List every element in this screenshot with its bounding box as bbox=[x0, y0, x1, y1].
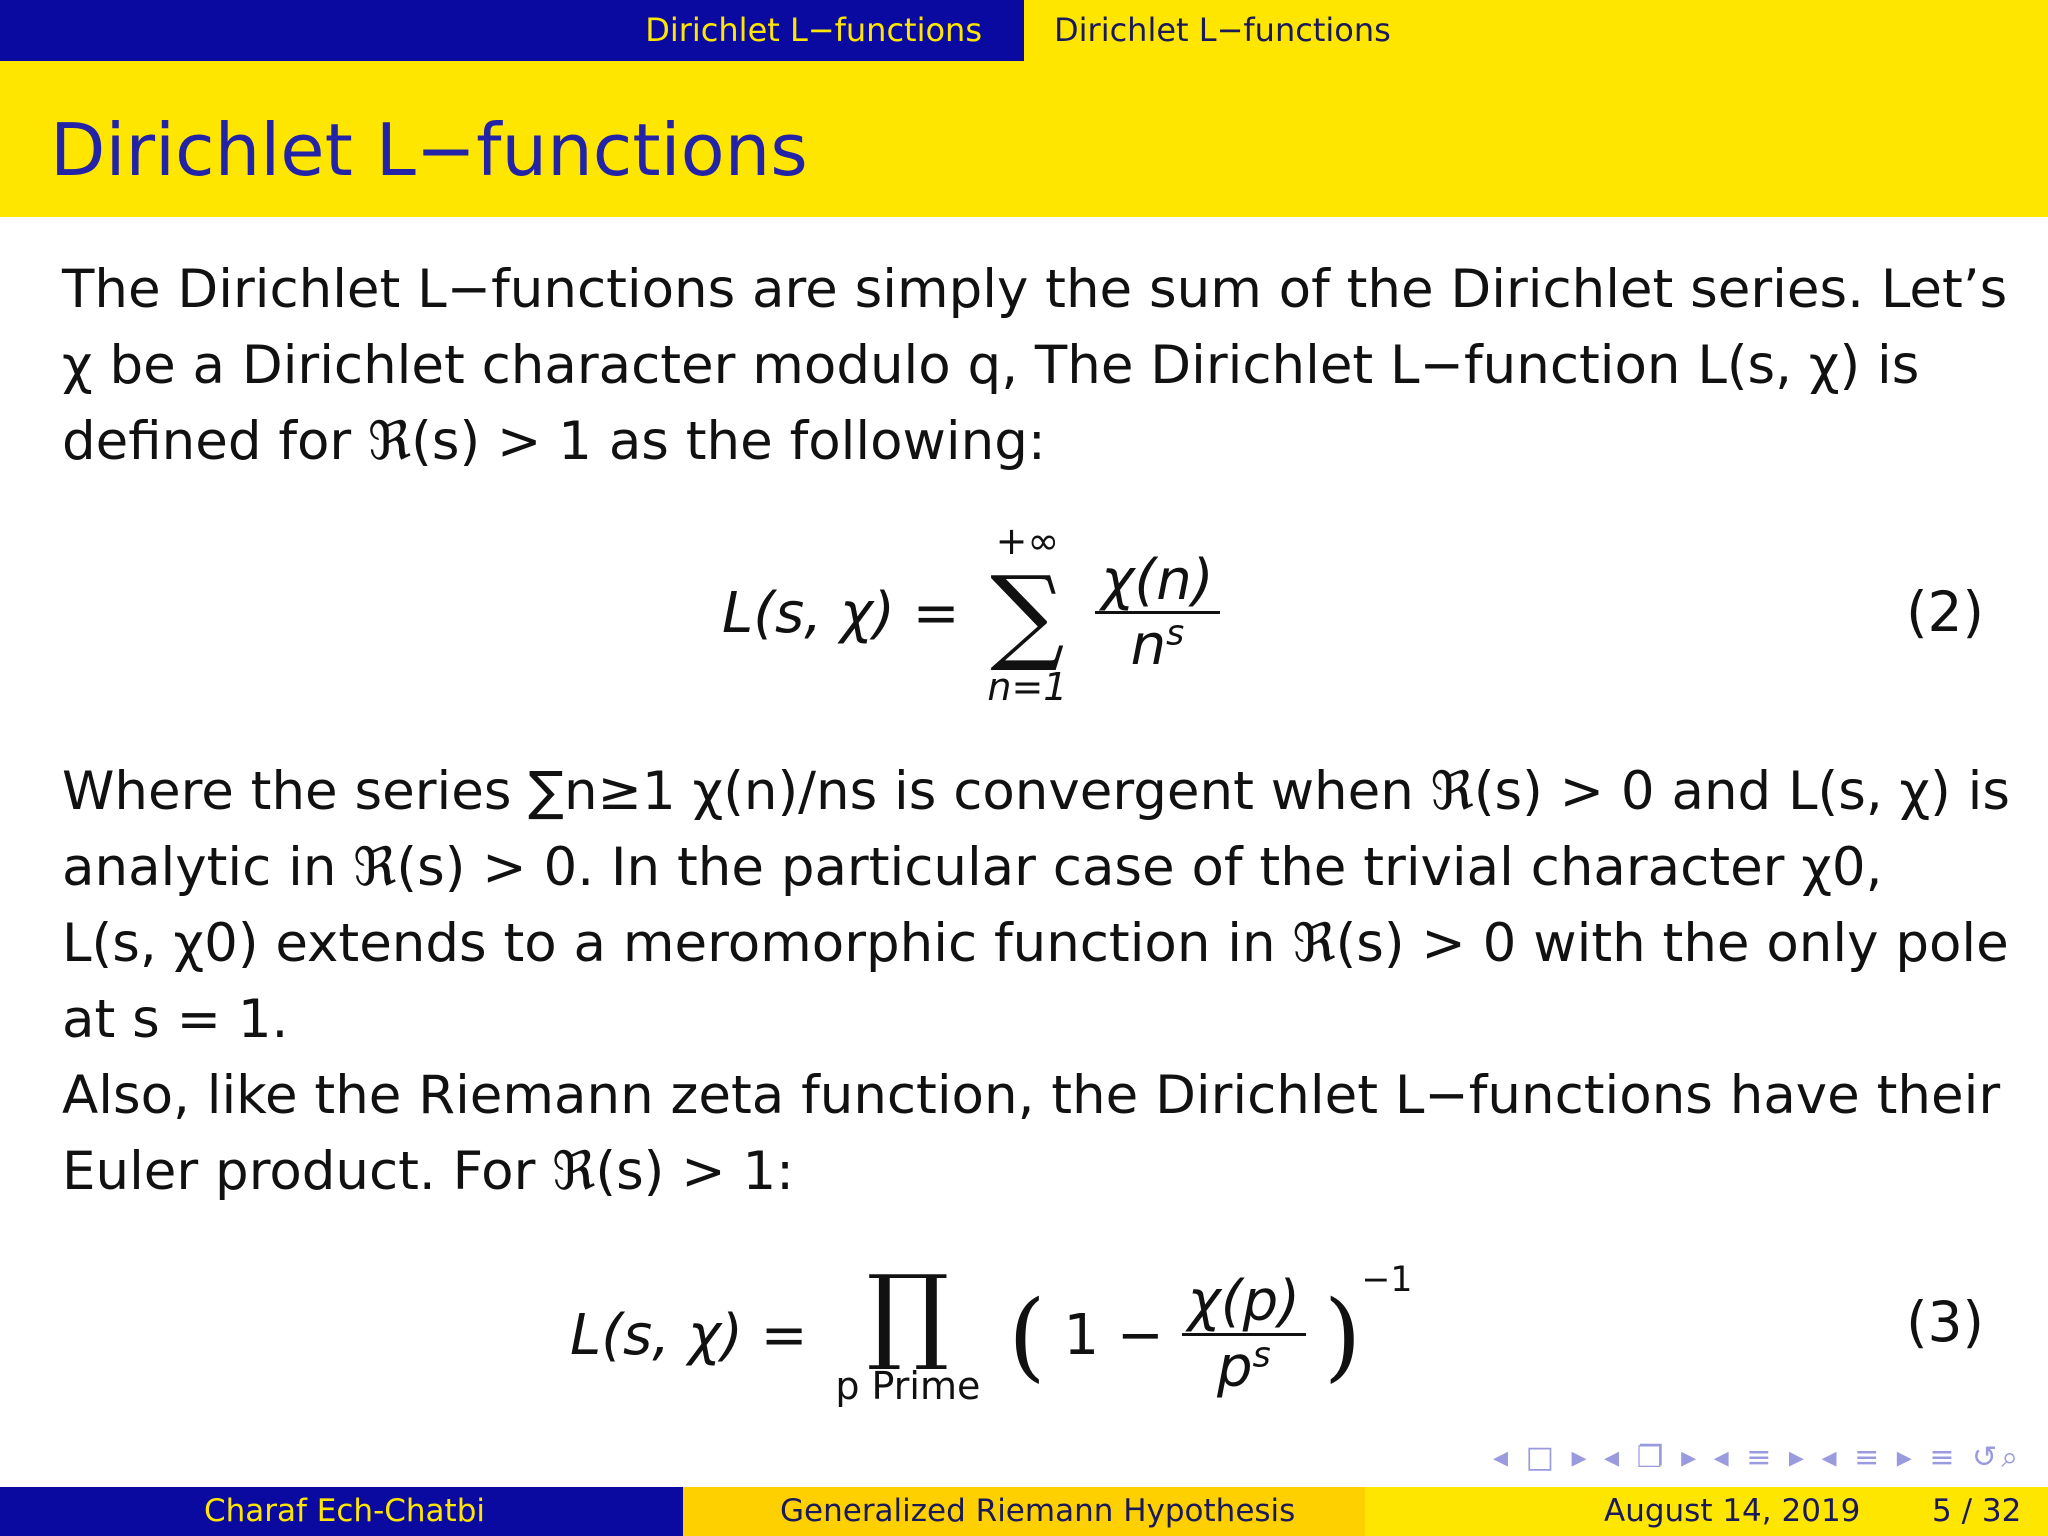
equation-number: (3) bbox=[1906, 1290, 1984, 1354]
product bbox=[835, 1251, 981, 1409]
summation bbox=[987, 518, 1067, 710]
sum-symbol: ∑ bbox=[990, 553, 1065, 675]
left-paren: ( bbox=[1008, 1279, 1046, 1392]
footer-page-number: 5 / 32 bbox=[1932, 1493, 2022, 1529]
fraction-denominator: $n^s$ bbox=[1130, 613, 1185, 679]
fraction bbox=[1182, 1271, 1306, 1400]
sum-upper-limit: +∞ bbox=[995, 519, 1060, 563]
body-line: analytic in ℜ(s) > 0. In the particular case of the trivial character χ0, bbox=[62, 837, 1883, 898]
navigation-symbols[interactable]: ◂ □ ▸ ◂ ❐ ▸ ◂ ≡ ▸ ◂ ≡ ▸ ≡ ↺⌕ bbox=[1492, 1440, 2022, 1475]
fraction-numerator: χ(p) bbox=[1182, 1271, 1306, 1336]
product-symbol: ∏ bbox=[866, 1251, 950, 1374]
sum-lower-limit: n=1 bbox=[987, 665, 1068, 709]
fraction-denominator: $p^s$ bbox=[1217, 1334, 1271, 1400]
equation-lhs: L(s, χ) = bbox=[722, 581, 960, 646]
nav-subsection-current[interactable]: Dirichlet L−functions bbox=[1054, 11, 1391, 49]
one-minus: 1 − bbox=[1063, 1302, 1164, 1368]
equation-number: (2) bbox=[1906, 580, 1984, 644]
body-line: at s = 1. bbox=[62, 989, 289, 1050]
frame-title: Dirichlet L−functions bbox=[50, 108, 808, 192]
fraction-numerator: χ(n) bbox=[1095, 550, 1219, 615]
footer-date: August 14, 2019 bbox=[1604, 1493, 1861, 1529]
right-paren: ) bbox=[1323, 1279, 1362, 1392]
equation-2 bbox=[722, 518, 1220, 710]
body-line: Where the series ∑n≥1 χ(n)/ns is convergent when ℜ(s) > 0 and L(s, χ) is bbox=[62, 761, 2011, 822]
body-line: Also, like the Riemann zeta function, the Dirichlet L−functions have their bbox=[62, 1065, 2001, 1126]
body-line: defined for ℜ(s) > 1 as the following: bbox=[62, 411, 1046, 472]
body-line: Euler product. For ℜ(s) > 1: bbox=[62, 1141, 795, 1202]
footer-title: Generalized Riemann Hypothesis bbox=[780, 1493, 1296, 1529]
body-line: χ be a Dirichlet character modulo q, The Dirichlet L−function L(s, χ) is bbox=[62, 335, 1920, 396]
equation-lhs: L(s, χ) = bbox=[570, 1302, 808, 1368]
nav-section-current[interactable]: Dirichlet L−functions bbox=[645, 11, 982, 49]
product-lower-limit: p Prime bbox=[835, 1363, 981, 1408]
exponent: −1 bbox=[1361, 1260, 1413, 1300]
body-line: The Dirichlet L−functions are simply the sum of the Dirichlet series. Let’s bbox=[62, 259, 2008, 320]
fraction bbox=[1095, 547, 1219, 679]
footer-author: Charaf Ech-Chatbi bbox=[204, 1493, 485, 1529]
equation-3 bbox=[570, 1248, 1412, 1409]
body-line: L(s, χ0) extends to a meromorphic function in ℜ(s) > 0 with the only pole bbox=[62, 913, 2009, 974]
